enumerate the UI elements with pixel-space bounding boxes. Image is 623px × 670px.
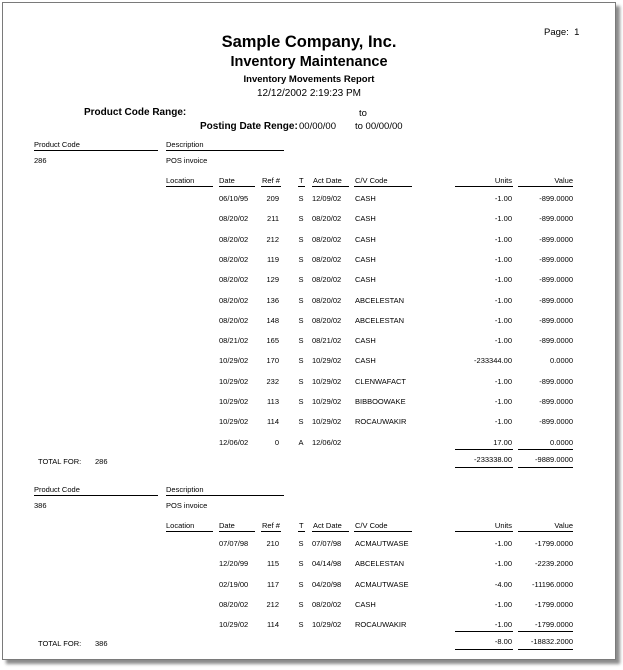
- row-units: -1.00: [494, 599, 512, 609]
- row-type: S: [298, 214, 304, 224]
- column-header-rule: [354, 531, 412, 532]
- column-header-rule: [298, 186, 305, 187]
- description-header: Description: [166, 485, 204, 494]
- row-date: 10/29/02: [219, 376, 249, 386]
- row-act-date: 08/20/02: [312, 599, 342, 609]
- row-act-date: 08/21/02: [312, 336, 342, 346]
- units-total-rule: [455, 449, 513, 450]
- row-date: 07/07/98: [219, 539, 249, 548]
- row-type: S: [298, 579, 304, 589]
- column-header-rule: [354, 186, 412, 187]
- row-value: -899.0000: [539, 376, 573, 386]
- column-header-rule: [312, 186, 349, 187]
- table-row: [3, 600, 615, 610]
- product-code-value: 286: [34, 156, 47, 165]
- row-act-date: 10/29/02: [312, 397, 342, 406]
- row-ref: 113: [267, 397, 279, 406]
- act-date-header: Act Date: [313, 521, 342, 530]
- report-title: Inventory Maintenance: [230, 54, 388, 70]
- column-header-rule: [166, 531, 213, 532]
- row-cv-code: ACMAUTWASE: [355, 579, 409, 589]
- row-date: 10/29/02: [219, 356, 249, 366]
- product-code-header: Product Code: [34, 140, 80, 149]
- row-ref: 148: [266, 315, 279, 325]
- row-date: 10/29/02: [219, 417, 249, 427]
- row-type: S: [298, 417, 304, 427]
- row-value: -899.0000: [539, 254, 573, 264]
- table-row: [3, 580, 615, 590]
- table-row: [3, 194, 615, 204]
- row-ref: 212: [266, 599, 279, 609]
- total-for-label: TOTAL FOR:: [38, 639, 82, 649]
- value-header: Value: [554, 176, 573, 185]
- t-header: T: [299, 521, 304, 530]
- row-cv-code: ROCAUWAKIR: [355, 417, 407, 427]
- table-row: [3, 417, 615, 427]
- units-header: Units: [494, 521, 512, 530]
- row-date: 12/20/99: [219, 559, 249, 569]
- table-row: [3, 397, 615, 407]
- row-type: S: [298, 397, 304, 406]
- units-total-rule: [455, 631, 513, 632]
- row-value: -899.0000: [539, 194, 573, 203]
- product-code-range-label: Product Code Range:: [84, 107, 187, 118]
- row-cv-code: CASH: [355, 599, 376, 609]
- row-date: 08/21/02: [219, 336, 249, 346]
- total-value: -18832.2000: [530, 637, 573, 647]
- row-units: -4.00: [494, 579, 512, 589]
- row-type: S: [298, 559, 304, 569]
- product-code-header-rule: [34, 495, 158, 496]
- row-date: 08/20/02: [219, 295, 249, 305]
- row-type: S: [298, 254, 304, 264]
- posting-date-range-from: 00/00/00: [299, 121, 336, 132]
- total-value: -9889.0000: [535, 454, 573, 464]
- row-value: -899.0000: [539, 295, 573, 305]
- posting-date-range-label: Posting Date Renge:: [200, 121, 298, 132]
- row-act-date: 08/20/02: [312, 214, 342, 224]
- row-ref: 211: [267, 214, 279, 224]
- total-for-code: 386: [95, 639, 108, 649]
- row-ref: 114: [267, 620, 279, 630]
- row-units: -1.00: [494, 539, 512, 548]
- row-units: -1.00: [494, 275, 512, 285]
- row-value: -11196.0000: [531, 579, 573, 589]
- row-value: 0.0000: [550, 437, 573, 447]
- row-cv-code: CASH: [355, 194, 376, 203]
- company-name: Sample Company, Inc.: [221, 33, 397, 51]
- row-type: S: [298, 275, 304, 285]
- table-row: [3, 620, 615, 630]
- row-date: 10/29/02: [219, 397, 249, 406]
- row-date: 08/20/02: [219, 234, 249, 244]
- row-units: -1.00: [494, 254, 512, 264]
- value-total-rule: [518, 449, 573, 450]
- row-ref: 0: [274, 437, 279, 447]
- value-total-rule: [518, 631, 573, 632]
- row-ref: 117: [267, 579, 279, 589]
- row-type: S: [298, 234, 304, 244]
- row-ref: 212: [266, 234, 279, 244]
- column-header-rule: [261, 531, 281, 532]
- product-code-range-to: to: [359, 108, 367, 119]
- row-act-date: 10/29/02: [312, 620, 342, 630]
- row-cv-code: CASH: [355, 214, 376, 224]
- row-cv-code: CASH: [355, 336, 376, 346]
- row-type: A: [298, 437, 304, 447]
- report-page: [2, 2, 616, 660]
- row-units: -1.00: [494, 315, 512, 325]
- row-type: S: [298, 356, 304, 366]
- row-type: S: [298, 194, 304, 203]
- report-datetime: 12/12/2002 2:19:23 PM: [257, 88, 361, 99]
- row-value: -899.0000: [539, 315, 573, 325]
- row-ref: 129: [266, 275, 279, 285]
- product-code-value: 386: [34, 501, 47, 510]
- row-ref: 165: [266, 336, 279, 346]
- row-value: -1799.0000: [535, 599, 573, 609]
- total-units: -233338.00: [474, 454, 512, 464]
- row-date: 08/20/02: [219, 275, 249, 285]
- row-cv-code: CASH: [355, 275, 376, 285]
- row-value: -899.0000: [539, 417, 573, 427]
- ref-header: Ref #: [262, 521, 280, 530]
- column-header-rule: [219, 531, 255, 532]
- row-type: S: [298, 336, 304, 346]
- cv-code-header: C/V Code: [355, 521, 388, 530]
- row-date: 08/20/02: [219, 214, 249, 224]
- cv-code-header: C/V Code: [355, 176, 388, 185]
- row-cv-code: ROCAUWAKIR: [355, 620, 407, 630]
- product-code-header: Product Code: [34, 485, 80, 494]
- row-value: 0.0000: [550, 356, 573, 366]
- row-value: -1799.0000: [535, 539, 573, 548]
- row-act-date: 10/29/02: [312, 356, 342, 366]
- row-act-date: 04/14/98: [312, 559, 342, 569]
- row-value: -899.0000: [539, 234, 573, 244]
- row-units: -1.00: [494, 214, 512, 224]
- row-value: -899.0000: [539, 214, 573, 224]
- row-units: -1.00: [494, 194, 512, 203]
- row-cv-code: BIBBOOWAKE: [355, 397, 406, 406]
- ref-header: Ref #: [262, 176, 280, 185]
- row-units: -1.00: [494, 620, 512, 630]
- column-header-rule: [261, 186, 281, 187]
- row-units: -1.00: [494, 559, 512, 569]
- row-type: S: [298, 295, 304, 305]
- row-units: -1.00: [494, 417, 512, 427]
- units-header: Units: [494, 176, 512, 185]
- value-bottom-rule: [518, 467, 573, 468]
- row-type: S: [298, 620, 304, 630]
- row-units: -233344.00: [474, 356, 512, 366]
- row-act-date: 10/29/02: [312, 376, 342, 386]
- row-date: 06/10/95: [219, 194, 249, 203]
- row-act-date: 08/20/02: [312, 234, 342, 244]
- table-row: [3, 539, 615, 549]
- row-cv-code: ABCELESTAN: [355, 295, 405, 305]
- row-date: 08/20/02: [219, 315, 249, 325]
- row-type: S: [298, 539, 304, 548]
- row-units: -1.00: [494, 397, 512, 406]
- row-units: -1.00: [494, 336, 512, 346]
- table-row: [3, 255, 615, 265]
- row-date: 02/19/00: [219, 579, 249, 589]
- product-code-header-rule: [34, 150, 158, 151]
- table-row: [3, 438, 615, 448]
- row-value: -899.0000: [539, 275, 573, 285]
- row-cv-code: CASH: [355, 254, 376, 264]
- row-act-date: 08/20/02: [312, 254, 342, 264]
- row-act-date: 12/06/02: [312, 437, 342, 447]
- row-ref: 119: [267, 254, 279, 264]
- location-header: Location: [166, 521, 195, 530]
- row-ref: 136: [266, 295, 279, 305]
- row-units: 17.00: [493, 437, 512, 447]
- row-act-date: 08/20/02: [312, 275, 342, 285]
- column-header-rule: [298, 531, 305, 532]
- row-value: -1799.0000: [535, 620, 573, 630]
- row-value: -2239.2000: [535, 559, 573, 569]
- row-type: S: [298, 315, 304, 325]
- value-bottom-rule: [518, 649, 573, 650]
- total-units: -8.00: [494, 637, 512, 647]
- page-number: Page: 1: [544, 27, 580, 38]
- row-cv-code: CASH: [355, 234, 376, 244]
- units-bottom-rule: [455, 467, 513, 468]
- row-ref: 232: [266, 376, 279, 386]
- row-ref: 210: [266, 539, 279, 548]
- row-cv-code: ABCELESTAN: [355, 315, 405, 325]
- posting-date-range-to: to 00/00/00: [355, 121, 403, 132]
- row-value: -899.0000: [539, 336, 573, 346]
- table-row: [3, 296, 615, 306]
- report-subtitle: Inventory Movements Report: [243, 74, 375, 85]
- column-header-rule: [518, 186, 573, 187]
- row-ref: 114: [267, 417, 279, 427]
- row-date: 12/06/02: [219, 437, 249, 447]
- table-row: [3, 275, 615, 285]
- column-header-rule: [166, 186, 213, 187]
- row-act-date: 10/29/02: [312, 417, 342, 427]
- table-row: [3, 356, 615, 366]
- table-row: [3, 336, 615, 346]
- row-act-date: 08/20/02: [312, 295, 342, 305]
- value-header: Value: [554, 521, 573, 530]
- column-header-rule: [455, 186, 513, 187]
- row-cv-code: CLENWAFACT: [355, 376, 406, 386]
- column-header-rule: [219, 186, 255, 187]
- row-act-date: 12/09/02: [312, 194, 342, 203]
- total-for-label: TOTAL FOR:: [38, 456, 82, 466]
- description-header: Description: [166, 140, 204, 149]
- description-header-rule: [166, 495, 284, 496]
- row-units: -1.00: [494, 376, 512, 386]
- row-ref: 170: [266, 356, 279, 366]
- column-header-rule: [518, 531, 573, 532]
- row-date: 08/20/02: [219, 599, 249, 609]
- row-cv-code: ACMAUTWASE: [355, 539, 409, 548]
- row-type: S: [298, 376, 304, 386]
- total-for-code: 286: [95, 456, 108, 466]
- location-header: Location: [166, 176, 195, 185]
- units-bottom-rule: [455, 649, 513, 650]
- row-units: -1.00: [494, 295, 512, 305]
- row-ref: 209: [266, 194, 279, 203]
- column-header-rule: [455, 531, 513, 532]
- act-date-header: Act Date: [313, 176, 342, 185]
- row-date: 08/20/02: [219, 254, 249, 264]
- date-header: Date: [219, 521, 235, 530]
- row-act-date: 08/20/02: [312, 315, 342, 325]
- date-header: Date: [219, 176, 235, 185]
- row-ref: 115: [267, 559, 279, 569]
- row-type: S: [298, 599, 304, 609]
- t-header: T: [299, 176, 304, 185]
- row-cv-code: CASH: [355, 356, 376, 366]
- table-row: [3, 316, 615, 326]
- row-act-date: 04/20/98: [312, 579, 342, 589]
- row-date: 10/29/02: [219, 620, 249, 630]
- description-value: POS invoice: [166, 501, 208, 510]
- table-row: [3, 559, 615, 569]
- table-row: [3, 377, 615, 387]
- table-row: [3, 214, 615, 224]
- row-value: -899.0000: [539, 397, 573, 406]
- description-header-rule: [166, 150, 284, 151]
- row-act-date: 07/07/98: [312, 539, 342, 548]
- column-header-rule: [312, 531, 349, 532]
- description-value: POS invoice: [166, 156, 208, 165]
- table-row: [3, 235, 615, 245]
- row-units: -1.00: [494, 234, 512, 244]
- row-cv-code: ABCELESTAN: [355, 559, 405, 569]
